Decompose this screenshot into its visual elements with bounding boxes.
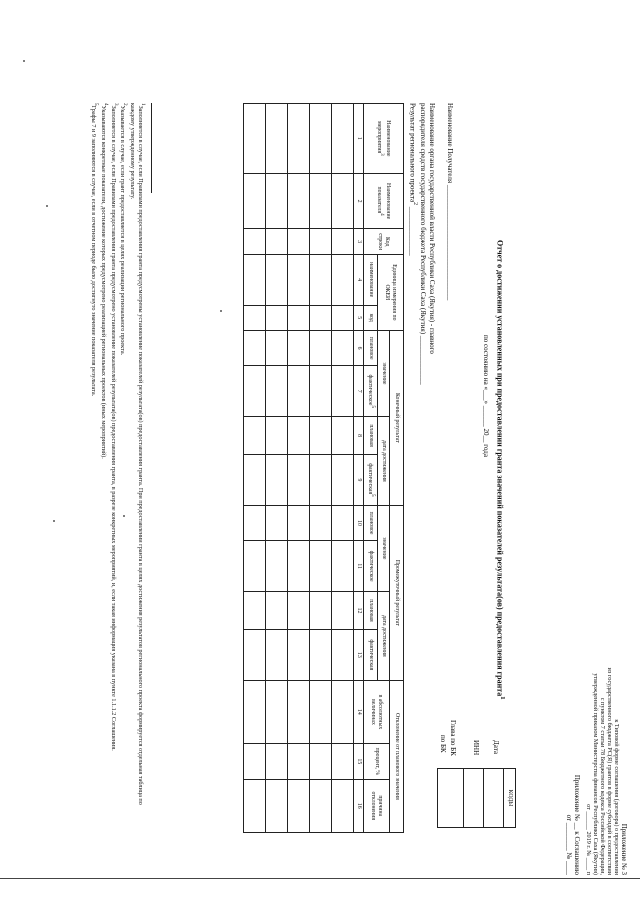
cell-empty[interactable]: [310, 229, 332, 254]
cell-empty[interactable]: [288, 417, 310, 455]
group-deviation: Отклонение от планового значения: [390, 680, 404, 832]
cell-empty[interactable]: [332, 541, 354, 592]
column-number: 9: [354, 455, 364, 506]
cell-empty[interactable]: [266, 330, 288, 365]
cell-empty[interactable]: [266, 417, 288, 455]
cell-empty[interactable]: [310, 254, 332, 305]
column-number: 12: [354, 591, 364, 629]
cell-empty[interactable]: [244, 366, 266, 417]
cell-empty[interactable]: [266, 254, 288, 305]
cell-empty[interactable]: [266, 541, 288, 592]
cell-empty[interactable]: [288, 779, 310, 832]
footnote: $^4$Указываются конкретные показатели, достижение которых предусмотрено реализацией региональных проектов (иных мероприятий).: [99, 103, 109, 459]
cell-empty[interactable]: [288, 305, 310, 330]
cell-empty[interactable]: [332, 104, 354, 174]
report-title: Отчет о достижении установленных при предоставлении гранта значений показателей результата(ов) предоставления гранта$^1$: [495, 240, 506, 700]
col-code: Код строки: [364, 229, 404, 254]
footnote-separator: [151, 103, 152, 193]
cell-empty[interactable]: [288, 541, 310, 592]
code-cell-chapter[interactable]: [438, 769, 464, 828]
footnote: $^2$Указывается в случае, если грант предоставляется в целях реализации регионального проекта.: [119, 103, 129, 356]
scan-speck: [220, 310, 222, 312]
cell-empty[interactable]: [332, 366, 354, 417]
cell-empty[interactable]: [310, 505, 332, 540]
col-final-plan: плановое: [364, 330, 378, 365]
code-cell-date[interactable]: [484, 769, 504, 828]
cell-empty[interactable]: [310, 455, 332, 506]
footnotes: [89, 103, 146, 823]
annex-date: от ________ № ____: [565, 814, 573, 875]
col-event: Наименование мероприятия$^3$: [364, 104, 404, 174]
cell-empty[interactable]: [288, 630, 310, 681]
cell-empty[interactable]: [266, 779, 288, 832]
codes-label-inn: ИНН: [472, 740, 480, 756]
cell-empty[interactable]: [310, 779, 332, 832]
column-number: 3: [354, 229, 364, 254]
cell-empty[interactable]: [310, 330, 332, 365]
cell-empty[interactable]: [266, 173, 288, 229]
table-row: [332, 104, 354, 833]
appendix-header: [565, 668, 628, 875]
cell-empty[interactable]: [332, 229, 354, 254]
appendix-line: от ______ 2019 г. № ____ п: [585, 804, 592, 875]
cell-empty[interactable]: [244, 305, 266, 330]
appendix-number: Приложение № 3: [620, 823, 628, 875]
cell-empty[interactable]: [244, 779, 266, 832]
column-number: 11: [354, 541, 364, 592]
group-final-result: Конечный результат: [390, 330, 404, 505]
column-number: 1: [354, 104, 364, 174]
column-number: 5: [354, 305, 364, 330]
cell-empty[interactable]: [266, 305, 288, 330]
col-final-fact-date: фактическая$^5$: [364, 455, 378, 506]
column-number: 7: [354, 366, 364, 417]
col-final-plan-date: плановая: [364, 417, 378, 455]
table-row: [244, 104, 266, 833]
column-number-row: [354, 104, 364, 833]
scan-edge-line: [0, 878, 640, 879]
cell-empty[interactable]: [288, 680, 310, 743]
col-interim-fact: фактическое: [364, 541, 378, 592]
col-dev-pct: процент, %: [364, 744, 390, 779]
cell-empty[interactable]: [288, 455, 310, 506]
interim-value-group: значение: [378, 505, 390, 591]
cell-empty[interactable]: [288, 104, 310, 174]
cell-empty[interactable]: [266, 104, 288, 174]
table-row: [266, 104, 288, 833]
cell-empty[interactable]: [244, 591, 266, 629]
cell-empty[interactable]: [244, 680, 266, 743]
scan-speck: [53, 520, 55, 522]
cell-empty[interactable]: [288, 366, 310, 417]
column-number: 2: [354, 173, 364, 229]
code-cell-inn[interactable]: [464, 769, 484, 828]
appendix-line: с пунктом 7 статьи 78 Бюджетного кодекса Российской Федерации,: [599, 697, 606, 875]
table-row: [288, 104, 310, 833]
cell-empty[interactable]: [288, 229, 310, 254]
codes-label-bk: по БК: [439, 735, 447, 753]
cell-empty[interactable]: [244, 744, 266, 779]
group-interim-result: Промежуточный результат: [390, 505, 404, 680]
cell-empty[interactable]: [310, 744, 332, 779]
scan-speck: [46, 205, 48, 207]
column-number: 10: [354, 505, 364, 540]
appendix-line: утвержденной приказом Министерства финансов Республики Саха (Якутия): [592, 673, 599, 875]
codes-label-chapter: Глава по БК: [449, 720, 457, 756]
cell-empty[interactable]: [310, 630, 332, 681]
column-number: 6: [354, 330, 364, 365]
cell-empty[interactable]: [310, 366, 332, 417]
cell-empty[interactable]: [244, 455, 266, 506]
cell-empty[interactable]: [310, 173, 332, 229]
cell-empty[interactable]: [310, 591, 332, 629]
cell-empty[interactable]: [310, 680, 332, 743]
interim-date-group: дата достижения: [378, 591, 390, 680]
cell-empty[interactable]: [244, 104, 266, 174]
cell-empty[interactable]: [288, 254, 310, 305]
col-interim-fact-date: фактическая: [364, 630, 378, 681]
authority-name-line1: Наименование органа государственной власти Республики Саха (Якутия) - главного: [428, 103, 436, 354]
col-indicator: Наименование показателя$^4$: [364, 173, 404, 229]
column-number: 16: [354, 779, 364, 832]
cell-empty[interactable]: [310, 541, 332, 592]
cell-empty[interactable]: [244, 417, 266, 455]
column-number: 13: [354, 630, 364, 681]
cell-empty[interactable]: [244, 254, 266, 305]
cell-empty[interactable]: [288, 591, 310, 629]
cell-empty[interactable]: [244, 630, 266, 681]
col-dev-reason: причина отклонения: [364, 779, 390, 832]
cell-empty[interactable]: [332, 330, 354, 365]
final-value-group: значение: [378, 330, 390, 416]
cell-empty[interactable]: [266, 744, 288, 779]
recipient-name-field: Наименование Получателя _________________________________: [446, 103, 454, 301]
cell-empty[interactable]: [266, 366, 288, 417]
cell-empty[interactable]: [332, 630, 354, 681]
cell-empty[interactable]: [332, 455, 354, 506]
cell-empty[interactable]: [288, 744, 310, 779]
cell-empty[interactable]: [332, 744, 354, 779]
cell-empty[interactable]: [266, 455, 288, 506]
group-unit: Единица измерения по ОКЕИ: [378, 254, 404, 330]
col-interim-plan-date: плановая: [364, 591, 378, 629]
cell-empty[interactable]: [266, 680, 288, 743]
report-period: по состоянию на «___» ______ 20__ года: [482, 335, 490, 457]
cell-empty[interactable]: [244, 173, 266, 229]
cell-empty[interactable]: [332, 505, 354, 540]
codes-table: [437, 768, 516, 828]
table-row: [310, 104, 332, 833]
appendix-line: к Типовой форме соглашения (договора) о предоставлении: [613, 719, 620, 875]
cell-empty[interactable]: [266, 505, 288, 540]
cell-empty[interactable]: [244, 330, 266, 365]
scan-speck: [23, 60, 25, 62]
cell-empty[interactable]: [310, 305, 332, 330]
cell-empty[interactable]: [266, 630, 288, 681]
authority-name-line2: распорядителя средств государственного бюджета Республики Саха (Якутия) ______________: [419, 103, 427, 385]
cell-empty[interactable]: [332, 254, 354, 305]
column-number: 15: [354, 744, 364, 779]
cell-empty[interactable]: [332, 591, 354, 629]
footnote: $^3$Заполняется в случае, если Правилами предоставления гранта предусмотрено установление показателей результата(ов) предоставления гранта, в разрезе конкретных мероприятий, и, если такая информация указана в пункте 1.1.1.2 Соглашения.: [109, 103, 119, 751]
cell-empty[interactable]: [332, 305, 354, 330]
col-interim-plan: плановое: [364, 505, 378, 540]
appendix-line: из государственного бюджета РС(Я) грантов в форме субсидий в соответствии: [606, 667, 613, 875]
cell-empty[interactable]: [332, 779, 354, 832]
col-dev-abs: в абсолютных величинах: [364, 680, 390, 743]
col-final-fact: фактическое$^5$: [364, 366, 378, 417]
cell-empty[interactable]: [310, 417, 332, 455]
cell-empty[interactable]: [288, 330, 310, 365]
cell-empty[interactable]: [288, 505, 310, 540]
annex-line: Приложение № __ к Соглашению: [573, 774, 581, 875]
regional-project-result-field: Результат регионального проекта$^2$ ______________: [408, 103, 418, 256]
cell-empty[interactable]: [332, 417, 354, 455]
cell-empty[interactable]: [266, 591, 288, 629]
column-number: 14: [354, 680, 364, 743]
cell-empty[interactable]: [244, 229, 266, 254]
final-date-group: дата достижения: [378, 417, 390, 506]
indicators-table: [243, 103, 404, 833]
codes-label-date: Дата: [492, 740, 500, 754]
column-number: 4: [354, 254, 364, 305]
column-number: 8: [354, 417, 364, 455]
cell-empty[interactable]: [266, 229, 288, 254]
col-unit-name: наименование: [364, 254, 378, 305]
col-unit-code: код: [364, 305, 378, 330]
cell-empty[interactable]: [332, 173, 354, 229]
cell-empty[interactable]: [244, 505, 266, 540]
cell-empty[interactable]: [332, 680, 354, 743]
footnote: $^1$Заполняется в случае, если Правилами предоставления гранта предусмотрены установление показателей результата(ов) предоставления гранта. При предоставлении гранта в целях достижения результатов регионального проекта формируется отдельная таблица по каждому утвержденному результату.: [129, 103, 146, 805]
cell-empty[interactable]: [244, 541, 266, 592]
cell-empty[interactable]: [288, 173, 310, 229]
footnote: $^5$Графы 7 и 9 заполняются в случае, если в отчетном периоде было достигнуто значение показателя результата.: [89, 103, 99, 397]
codes-header: КОДЫ: [504, 769, 516, 828]
cell-empty[interactable]: [310, 104, 332, 174]
